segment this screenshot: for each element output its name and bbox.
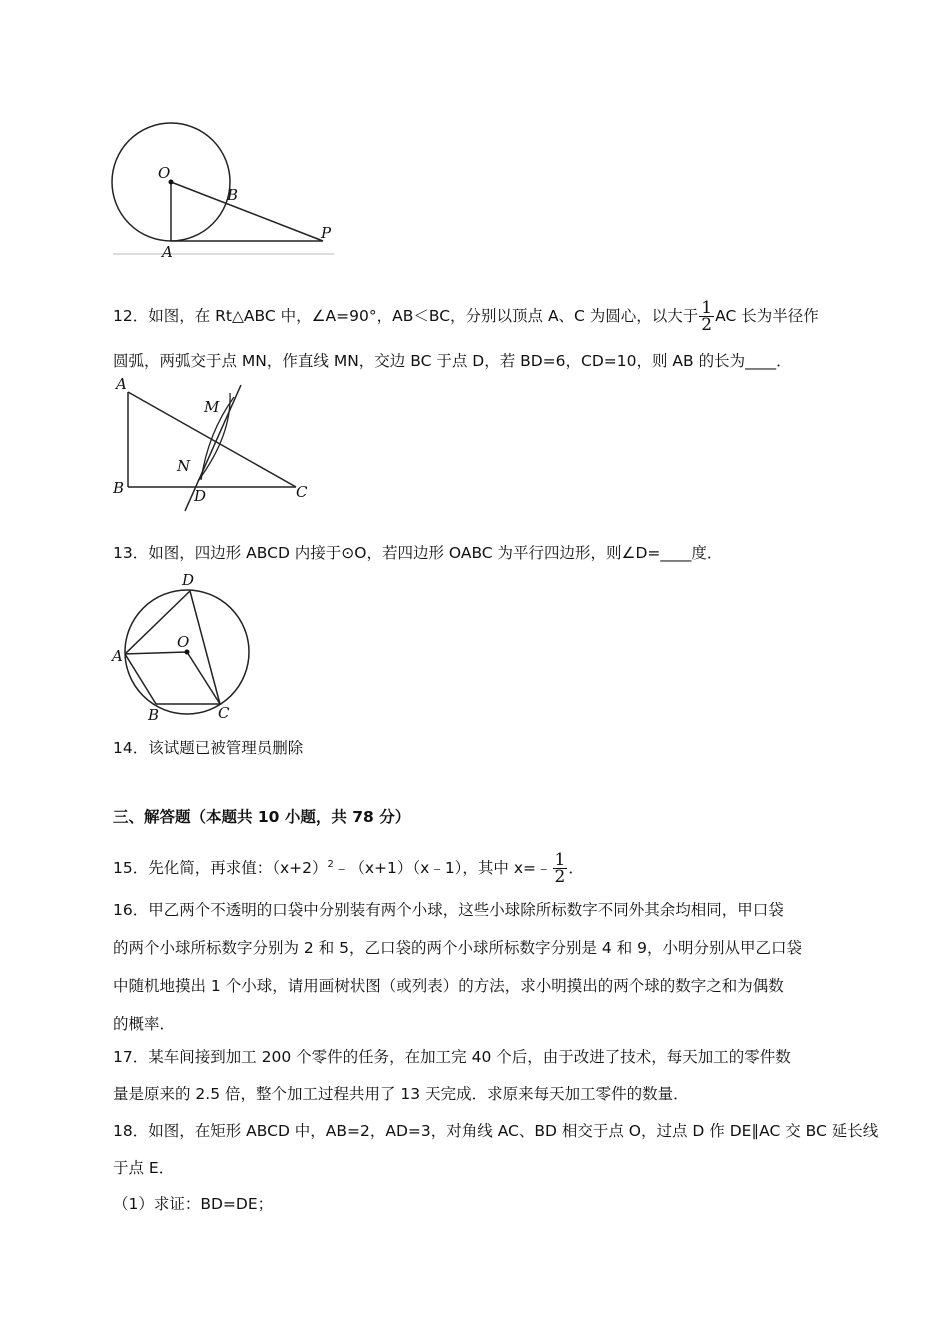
- segment-dc: [190, 591, 220, 704]
- label-o: O: [177, 633, 190, 651]
- figure-q12-triangle: [110, 375, 320, 515]
- q18-line-1: 18．如图，在矩形 ABCD 中，AB=2，AD=3，对角线 AC、BD 相交于点 O，过点 D 作 DE∥AC 交 BC 延长线: [113, 1122, 879, 1140]
- segment-ao: [125, 652, 187, 654]
- figure-q13-circle-quadrilateral: [110, 570, 255, 725]
- q15-exponent: 2: [327, 858, 334, 870]
- label-d: D: [182, 571, 195, 589]
- label-m: M: [204, 398, 220, 416]
- label-p: P: [321, 224, 332, 242]
- q12-text-part2: AC 长为半径作: [715, 307, 819, 325]
- label-c: C: [218, 704, 230, 722]
- q16-line-2: 的两个小球所标数字分别为 2 和 5，乙口袋的两个小球所标数字分别是 4 和 9，小明分别从甲乙口袋: [113, 939, 803, 957]
- label-a: A: [116, 375, 127, 393]
- segment-op: [171, 182, 323, 241]
- label-d: D: [194, 487, 207, 505]
- q17-line-1: 17．某车间接到加工 200 个零件的任务，在加工完 40 个后，由于改进了技术，每天加工的零件数: [113, 1048, 791, 1066]
- q15-text-part1: 15．先化简，再求值：（x+2）: [113, 859, 328, 877]
- label-n: N: [177, 457, 191, 475]
- q12-line1: [113, 300, 819, 333]
- q12-line2: 圆弧，两弧交于点 MN，作直线 MN，交边 BC 于点 D，若 BD=6，CD=10，则 AB 的长为____．: [113, 352, 792, 370]
- q12-fraction: [699, 300, 714, 333]
- q18-line-2: 于点 E．: [113, 1159, 175, 1177]
- label-a: A: [162, 243, 173, 260]
- section3-heading: 三、解答题（本题共 10 小题，共 78 分）: [113, 808, 411, 826]
- q15-line: [113, 852, 584, 885]
- label-b: B: [113, 479, 125, 497]
- q14-text: 14．该试题已被管理员删除: [113, 739, 304, 757]
- q16-line-1: 16．甲乙两个不透明的口袋中分别装有两个小球，这些小球除所标数字不同外其余均相同，甲口袋: [113, 901, 784, 919]
- q15-text-part3: ．: [568, 859, 584, 877]
- label-o: O: [158, 164, 171, 182]
- label-a: A: [112, 647, 123, 665]
- q15-text-part2: ﹣（x+1）（x﹣1），其中 x=﹣: [333, 859, 552, 877]
- label-c: C: [296, 483, 308, 501]
- q12-text-part1: 12．如图，在 Rt△ABC 中，∠A=90°，AB＜BC，分别以顶点 A、C 为圆心，以大于: [113, 307, 699, 325]
- q12-frac-num: 1: [701, 298, 713, 318]
- label-b: B: [227, 186, 239, 204]
- segment-oc: [187, 652, 220, 704]
- q16-line-3: 中随机地摸出 1 个小球，请用画树状图（或列表）的方法，求小明摸出的两个球的数字之和为偶数: [113, 977, 784, 995]
- q15-fraction: [553, 852, 568, 885]
- label-b: B: [148, 706, 160, 724]
- q13-text: 13．如图，四边形 ABCD 内接于⊙O，若四边形 OABC 为平行四边形，则∠D=____度．: [113, 544, 723, 562]
- q15-frac-num: 1: [554, 850, 566, 870]
- q16-line-4: 的概率．: [113, 1015, 176, 1033]
- segment-ab: [125, 654, 156, 704]
- q15-frac-den: 2: [554, 867, 566, 887]
- figure-q11-circle-tangent: [110, 120, 340, 260]
- q17-line-2: 量是原来的 2.5 倍，整个加工过程共用了 13 天完成．求原来每天加工零件的数量．: [113, 1085, 689, 1103]
- q18-line-3: （1）求证：BD=DE；: [113, 1195, 274, 1213]
- q12-frac-den: 2: [701, 315, 713, 335]
